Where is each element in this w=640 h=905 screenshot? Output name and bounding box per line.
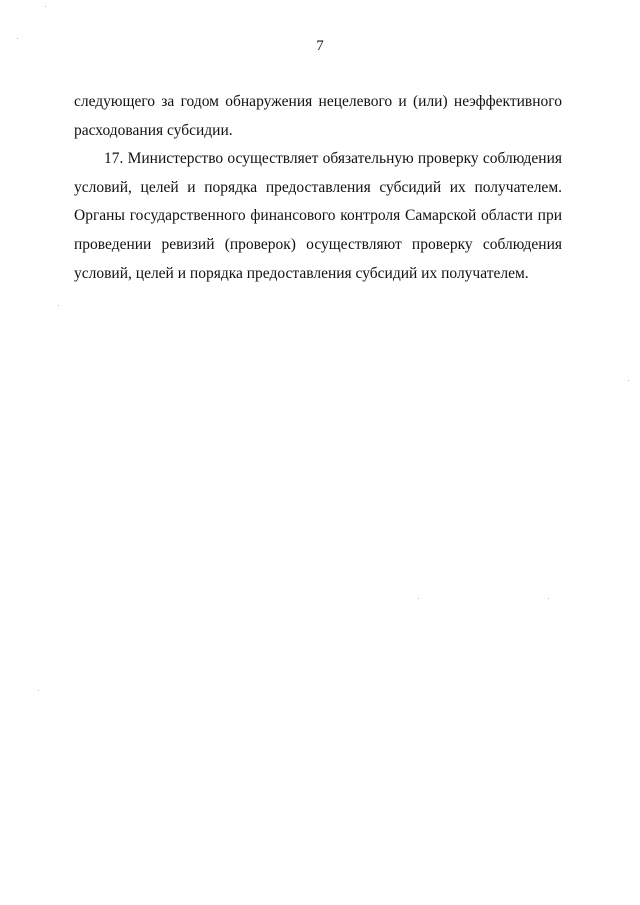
text-line: Органы государственного финансового контроля Самарской области при (74, 207, 562, 225)
paragraph-17 (74, 145, 562, 288)
page-number: 7 (316, 38, 324, 54)
text-line: условий, целей и порядка предоставления субсидий их получателем. (74, 264, 529, 282)
text-line: расходования субсидии. (74, 121, 233, 139)
scan-artifact (45, 6, 46, 7)
text-line: проведении ревизий (проверок) осуществляют проверку соблюдения (74, 235, 562, 253)
scan-artifact (38, 690, 39, 691)
document-body (74, 88, 562, 288)
text-line: 17. Министерство осуществляет обязательную проверку соблюдения (104, 150, 562, 168)
text-line: следующего за годом обнаружения нецелевого и (или) неэффективного (74, 93, 562, 110)
paragraph-continuation (74, 88, 562, 145)
text-line: условий, целей и порядка предоставления субсидий их получателем. (74, 178, 562, 196)
scan-artifact (418, 598, 419, 599)
scan-artifact (58, 305, 59, 306)
scan-artifact (17, 38, 18, 39)
scan-artifact (548, 598, 549, 599)
scan-artifact (628, 380, 629, 381)
